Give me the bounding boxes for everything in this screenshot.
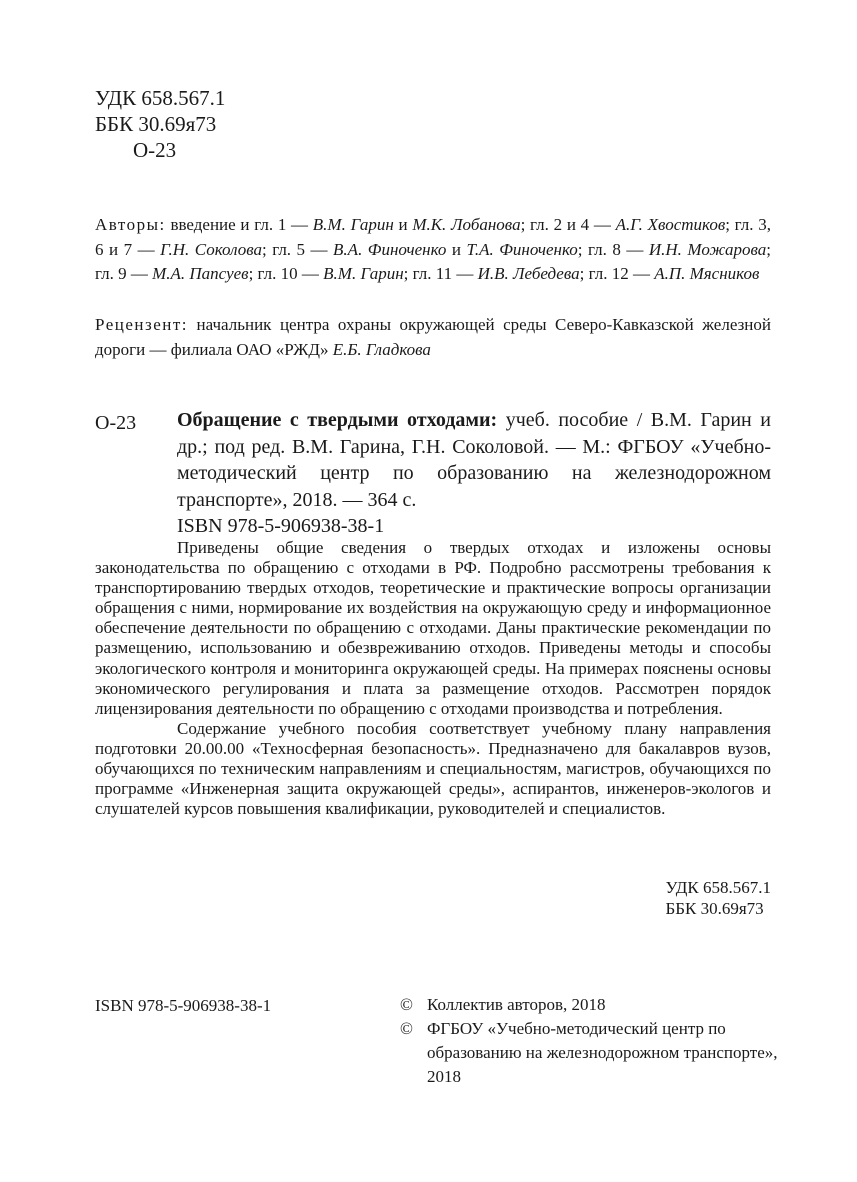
footer-isbn: ISBN 978-5-906938-38-1	[95, 996, 272, 1015]
reviewer-label: Рецензент:	[95, 315, 189, 334]
entry-description-text: учеб. пособие / В.М. Гарин и др.; под ред. В.М. Гарина, Г.Н. Соколовой. — М.: ФГБОУ «Учебно-методический центр по образованию на железнодорожном транспорте», 2018. — 364 с.	[177, 409, 771, 511]
udk-code: УДК 658.567.1	[95, 86, 226, 110]
authors-text: ; гл. 8 —	[577, 239, 649, 259]
annotation-paragraph: Приведены общие сведения о твердых отходах и изложены основы законодательства по обращению с отходами в РФ. Подробно рассмотрены требования к транспортированию твердых отходов, теоретические и практические вопросы организации обращения с ними, нормирование их воздействия на окружающую среду и информационное обеспечение деятельности по обращению с отходами. Даны практические рекомендации по размещению, использованию и обезвреживанию отходов. Приведены методы и способы экологического контроля и мониторинга окружающей среды. На примерах пояснены основы экономического регулирования и плата за размещение отходов. Рассмотрен порядок лицензирования деятельности по обращению с отходами производства и потребления.	[95, 538, 771, 718]
author-name: А.Г. Хвостиков	[615, 215, 726, 234]
copyright-line	[400, 1017, 800, 1089]
authors-text: ; гл. 3, 6 и 7 —	[95, 215, 772, 259]
authors-text: ; гл. 9 —	[95, 239, 771, 283]
copyright-block	[400, 993, 800, 1089]
book-title: Обращение с твердыми отходами:	[177, 409, 498, 431]
authors-text: и	[393, 215, 413, 234]
copyright-icon: ©	[400, 995, 413, 1014]
authors-paragraph	[95, 213, 771, 287]
copyright-line	[400, 993, 800, 1017]
copyright-text: Коллектив авторов, 2018	[427, 995, 606, 1014]
reviewer-name: Е.Б. Гладкова	[332, 339, 431, 359]
author-name: И.В. Лебедева	[477, 264, 580, 283]
entry-code: О-23	[95, 412, 137, 434]
entry-description	[177, 407, 771, 513]
entry-isbn: ISBN 978-5-906938-38-1	[177, 515, 385, 537]
author-name: А.П. Мясников	[654, 264, 760, 283]
authors-text: ; гл. 5 —	[261, 239, 334, 259]
authors-text: ; гл. 12 —	[579, 264, 655, 283]
annotation-classification	[665, 878, 771, 919]
reviewer-paragraph	[95, 313, 771, 362]
author-name: В.А. Финоченко	[333, 239, 447, 259]
authors-text: введение и гл. 1 —	[165, 215, 313, 234]
classification-block	[95, 85, 225, 163]
author-name: М.К. Лобанова	[412, 215, 521, 234]
authors-text: ; гл. 2 и 4 —	[520, 215, 616, 234]
annotation	[95, 538, 771, 819]
udk-code: УДК 658.567.1	[665, 878, 771, 897]
authors-label: Авторы:	[95, 215, 166, 234]
author-name: В.М. Гарин	[323, 264, 404, 283]
author-name: Г.Н. Соколова	[160, 239, 262, 259]
bibliographic-entry	[177, 407, 771, 539]
author-name: И.Н. Можарова	[648, 239, 767, 259]
reviewer-text: начальник центра охраны окружающей среды Северо-Кавказской железной дороги — филиала ОАО «РЖД»	[95, 315, 771, 359]
copyright-icon: ©	[400, 1019, 413, 1038]
authors-text: и	[446, 239, 467, 259]
author-name: В.М. Гарин	[312, 215, 394, 234]
copyright-text: ФГБОУ «Учебно-методический центр по образованию на железнодорожном транспорте», 2018	[427, 1019, 778, 1086]
bbk-code: ББК 30.69я73	[95, 112, 217, 136]
annotation-paragraph: Содержание учебного пособия соответствует учебному плану направления подготовки 20.00.00 «Техносферная безопасность». Предназначено для бакалавров вузов, обучающихся по техническим направлениям и специальностям, магистров, обучающихся по программе «Инженерная защита окружающей среды», аспирантов, инженеров-экологов и слушателей курсов повышения квалификации, руководителей и специалистов.	[95, 718, 771, 819]
author-name: Т.А. Финоченко	[466, 239, 578, 259]
authors-text: ; гл. 11 —	[403, 264, 478, 283]
author-name: М.А. Папсуев	[152, 264, 249, 283]
authors-text: ; гл. 10 —	[248, 264, 324, 283]
bbk-code: ББК 30.69я73	[665, 898, 764, 918]
author-sign-code: О-23	[133, 138, 177, 162]
